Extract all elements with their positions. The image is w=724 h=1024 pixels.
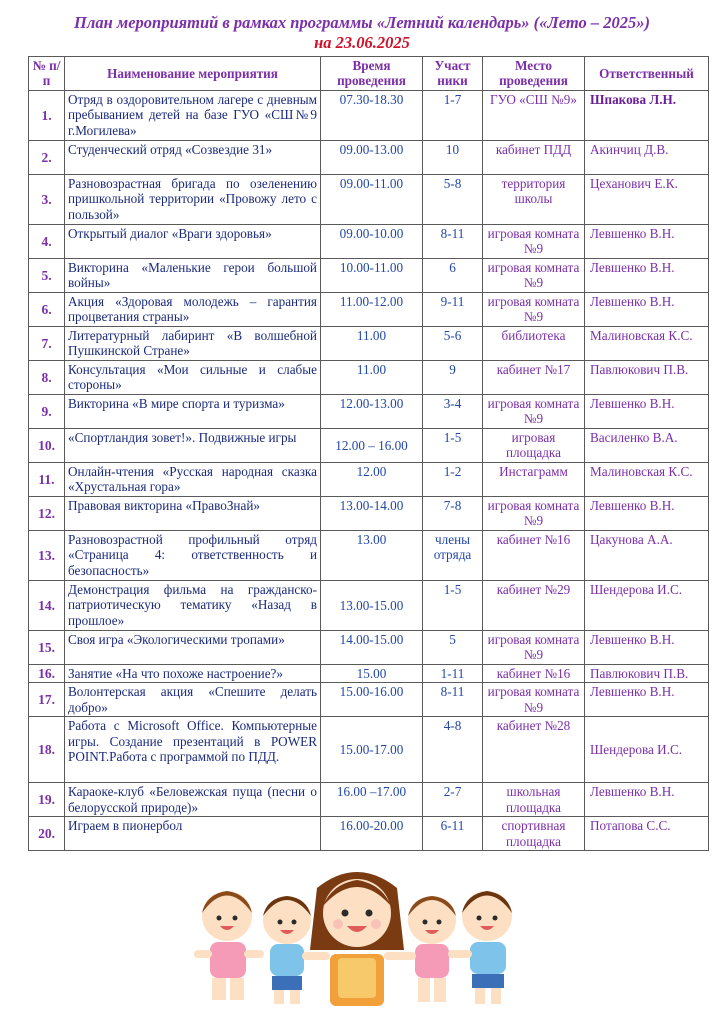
row-time: 15.00: [321, 664, 423, 682]
row-name: Своя игра «Экологическими тропами»: [65, 630, 321, 664]
table-row: [29, 683, 709, 717]
row-age: 5-6: [423, 326, 483, 360]
row-name: Демонстрация фильма на гражданско-патриотическую тематику «Назад в прошлое»: [65, 580, 321, 630]
row-place: спортивная площадка: [483, 817, 585, 851]
row-place: кабинет №16: [483, 530, 585, 580]
row-place: игровая комната №9: [483, 496, 585, 530]
child-figure: [194, 891, 264, 1000]
row-place: игровая комната №9: [483, 292, 585, 326]
row-num: 19.: [29, 783, 65, 817]
row-name: Консультация «Мои сильные и слабые стороны»: [65, 360, 321, 394]
table-row: [29, 630, 709, 664]
table-row: [29, 326, 709, 360]
row-name: Акция «Здоровая молодежь – гарантия процветания страны»: [65, 292, 321, 326]
row-place: игровая комната №9: [483, 683, 585, 717]
row-place: школьная площадка: [483, 783, 585, 817]
row-name: Работа с Microsoft Office. Компьютерные игры. Создание презентаций в POWER POINT.Работа с программой по ПДД.: [65, 717, 321, 783]
table-row: [29, 394, 709, 428]
page-date: на 23.06.2025: [314, 33, 410, 52]
row-place: ГУО «СШ №9»: [483, 90, 585, 140]
row-time: 11.00: [321, 326, 423, 360]
table-row: [29, 783, 709, 817]
row-place: территория школы: [483, 174, 585, 224]
table-row: [29, 258, 709, 292]
row-place: Инстаграмм: [483, 462, 585, 496]
row-time: 11.00: [321, 360, 423, 394]
row-place: игровая площадка: [483, 428, 585, 462]
row-time: 11.00-12.00: [321, 292, 423, 326]
row-age: 7-8: [423, 496, 483, 530]
row-name: Викторина «В мире спорта и туризма»: [65, 394, 321, 428]
row-age: 1-5: [423, 580, 483, 630]
row-time: 09.00-11.00: [321, 174, 423, 224]
row-place: кабинет ПДД: [483, 140, 585, 174]
row-time: 16.00 –17.00: [321, 783, 423, 817]
table-row: [29, 462, 709, 496]
row-name: Открытый диалог «Враги здоровья»: [65, 224, 321, 258]
row-place: библиотека: [483, 326, 585, 360]
row-age: 8-11: [423, 683, 483, 717]
row-name: Онлайн-чтения «Русская народная сказка «Хрустальная гора»: [65, 462, 321, 496]
table-row: [29, 664, 709, 682]
row-time: 13.00-15.00: [321, 580, 423, 630]
row-age: 2-7: [423, 783, 483, 817]
row-num: 9.: [29, 394, 65, 428]
row-resp: Павлюкович П.В.: [585, 360, 709, 394]
row-time: 09.00-10.00: [321, 224, 423, 258]
row-name: Викторина «Маленькие герои большой войны»: [65, 258, 321, 292]
row-resp: Цеханович Е.К.: [585, 174, 709, 224]
row-time: 15.00-16.00: [321, 683, 423, 717]
row-age: 9: [423, 360, 483, 394]
row-time: 12.00: [321, 462, 423, 496]
row-num: 2.: [29, 140, 65, 174]
row-name: Отряд в оздоровительном лагере с дневным пребыванием детей на базе ГУО «СШ№9 г.Могилева»: [65, 90, 321, 140]
row-age: 5-8: [423, 174, 483, 224]
header-time: Время проведения: [321, 57, 423, 91]
row-time: 16.00-20.00: [321, 817, 423, 851]
header-num: № п/п: [29, 57, 65, 91]
row-resp: Василенко В.А.: [585, 428, 709, 462]
row-name: Занятие «На что похоже настроение?»: [65, 664, 321, 682]
header-resp: Ответственный: [585, 57, 709, 91]
row-time: 12.00-13.00: [321, 394, 423, 428]
row-num: 20.: [29, 817, 65, 851]
row-time: 14.00-15.00: [321, 630, 423, 664]
row-num: 4.: [29, 224, 65, 258]
table-row: [29, 292, 709, 326]
row-resp: Малиновская К.С.: [585, 326, 709, 360]
row-resp: Левшенко В.Н.: [585, 224, 709, 258]
table-row: [29, 140, 709, 174]
table-row: [29, 224, 709, 258]
row-resp: Шендерова И.С.: [585, 580, 709, 630]
row-name: Литературный лабиринт «В волшебной Пушкинской Стране»: [65, 326, 321, 360]
header-age: Участ ники: [423, 57, 483, 91]
row-age: 6-11: [423, 817, 483, 851]
row-resp: Левшенко В.Н.: [585, 683, 709, 717]
row-place: кабинет №17: [483, 360, 585, 394]
row-time: 07.30-18.30: [321, 90, 423, 140]
table-row: [29, 717, 709, 783]
child-figure: [448, 891, 512, 1004]
table-row: [29, 530, 709, 580]
row-num: 3.: [29, 174, 65, 224]
table-row: [29, 360, 709, 394]
row-age: 1-2: [423, 462, 483, 496]
row-resp: Левшенко В.Н.: [585, 630, 709, 664]
row-name: Волонтерская акция «Спешите делать добро»: [65, 683, 321, 717]
row-resp: Акинчиц Д.В.: [585, 140, 709, 174]
row-num: 7.: [29, 326, 65, 360]
table-header-row: [29, 57, 709, 91]
row-resp: Левшенко В.Н.: [585, 292, 709, 326]
row-num: 12.: [29, 496, 65, 530]
table-row: [29, 580, 709, 630]
table-row: [29, 817, 709, 851]
row-resp: Левшенко В.Н.: [585, 394, 709, 428]
row-time: 12.00 – 16.00: [321, 428, 423, 462]
row-num: 17.: [29, 683, 65, 717]
row-resp: Цакунова А.А.: [585, 530, 709, 580]
row-place: кабинет №28: [483, 717, 585, 783]
row-resp: Шендерова И.С.: [585, 717, 709, 783]
table-row: [29, 90, 709, 140]
row-place: игровая комната №9: [483, 258, 585, 292]
row-num: 8.: [29, 360, 65, 394]
row-place: кабинет №16: [483, 664, 585, 682]
row-name: Студенческий отряд «Созвездие 31»: [65, 140, 321, 174]
row-place: игровая комната №9: [483, 224, 585, 258]
row-num: 15.: [29, 630, 65, 664]
row-time: 13.00: [321, 530, 423, 580]
header-name: Наименование мероприятия: [65, 57, 321, 91]
row-resp: Потапова С.С.: [585, 817, 709, 851]
row-age: 10: [423, 140, 483, 174]
children-illustration: [192, 858, 522, 1008]
header-place: Место проведения: [483, 57, 585, 91]
events-table: [28, 56, 709, 851]
teacher-figure: [310, 872, 404, 1006]
row-age: 8-11: [423, 224, 483, 258]
row-resp: Малиновская К.С.: [585, 462, 709, 496]
row-name: Играем в пионербол: [65, 817, 321, 851]
row-age: 1-5: [423, 428, 483, 462]
row-age: 1-11: [423, 664, 483, 682]
row-resp: Павлюкович П.В.: [585, 664, 709, 682]
row-name: «Спортландия зовет!». Подвижные игры: [65, 428, 321, 462]
row-num: 5.: [29, 258, 65, 292]
row-resp: Левшенко В.Н.: [585, 496, 709, 530]
row-resp: Левшенко В.Н.: [585, 783, 709, 817]
row-age: 4-8: [423, 717, 483, 783]
row-num: 14.: [29, 580, 65, 630]
row-num: 6.: [29, 292, 65, 326]
row-num: 13.: [29, 530, 65, 580]
row-age: 6: [423, 258, 483, 292]
row-name: Караоке-клуб «Беловежская пуща (песни о белорусской природе)»: [65, 783, 321, 817]
row-name: Разновозрастной профильный отряд «Страница 4: ответственность и безопасность»: [65, 530, 321, 580]
row-resp: Левшенко В.Н.: [585, 258, 709, 292]
table-row: [29, 174, 709, 224]
row-place: кабинет №29: [483, 580, 585, 630]
row-age: 9-11: [423, 292, 483, 326]
row-time: 13.00-14.00: [321, 496, 423, 530]
row-name: Правовая викторина «ПравоЗнай»: [65, 496, 321, 530]
table-row: [29, 496, 709, 530]
row-age: 3-4: [423, 394, 483, 428]
page-title: План мероприятий в рамках программы «Летний календарь» («Лето – 2025»): [74, 13, 650, 32]
row-time: 09.00-13.00: [321, 140, 423, 174]
row-num: 11.: [29, 462, 65, 496]
row-time: 10.00-11.00: [321, 258, 423, 292]
row-num: 18.: [29, 717, 65, 783]
row-age: 1-7: [423, 90, 483, 140]
row-num: 10.: [29, 428, 65, 462]
row-age: члены отряда: [423, 530, 483, 580]
row-num: 16.: [29, 664, 65, 682]
table-row: [29, 428, 709, 462]
row-place: игровая комната №9: [483, 394, 585, 428]
row-name: Разновозрастная бригада по озеленению пришкольной территории «Провожу лето с пользой»: [65, 174, 321, 224]
row-place: игровая комната №9: [483, 630, 585, 664]
row-resp: Шпакова Л.Н.: [585, 90, 709, 140]
row-time: 15.00-17.00: [321, 717, 423, 783]
row-age: 5: [423, 630, 483, 664]
row-num: 1.: [29, 90, 65, 140]
